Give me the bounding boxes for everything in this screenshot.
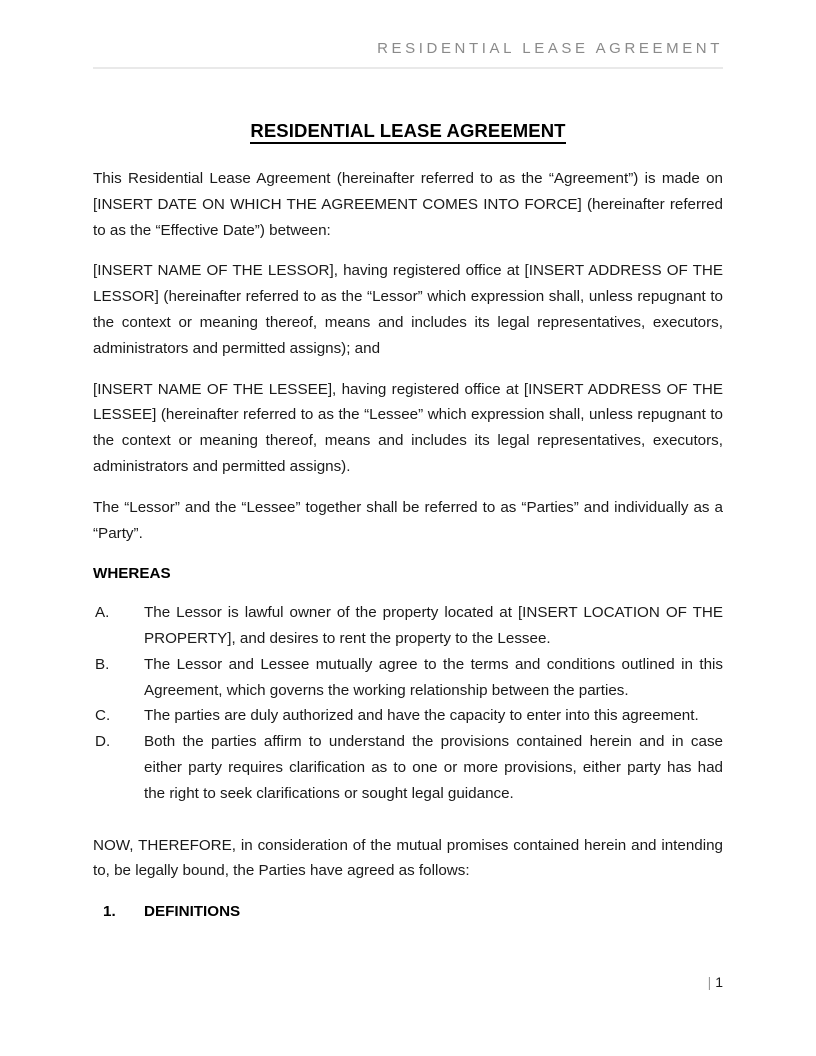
- running-header-title: RESIDENTIAL LEASE AGREEMENT: [377, 40, 723, 57]
- section-heading-definitions: [93, 899, 723, 925]
- section-number: 1.: [103, 903, 116, 921]
- list-item-marker: B.: [95, 655, 110, 673]
- page-title-text: RESIDENTIAL LEASE AGREEMENT: [250, 120, 565, 144]
- list-item: [93, 652, 723, 704]
- recitals-list: [93, 600, 723, 806]
- paragraph-now-therefore: NOW, THEREFORE, in consideration of the mutual promises contained herein and intending to, be legally bound, the Parties have agreed as follows:: [93, 836, 723, 880]
- section-title: DEFINITIONS: [144, 903, 241, 921]
- list-item-text: Both the parties affirm to understand the provisions contained herein and in case either party requires clarification as to one or more provisions, either party has had the right to seek clarifications or sought legal guidance.: [144, 733, 723, 802]
- page-number: 1: [715, 974, 723, 990]
- list-item-marker: C.: [95, 707, 111, 725]
- list-item-marker: D.: [95, 733, 111, 751]
- list-item-text: The Lessor and Lessee mutually agree to the terms and conditions outlined in this Agreement, which governs the working relationship between the parties.: [144, 655, 723, 699]
- whereas-heading: WHEREAS: [93, 565, 171, 583]
- paragraph-lessor: [INSERT NAME OF THE LESSOR], having registered office at [INSERT ADDRESS OF THE LESSOR] (hereinafter referred to as the “Lessor” which expression shall, unless repugnant to the context or meaning thereof, means and includes its legal representatives, executors, administrators and permitted assigns); and: [93, 262, 723, 357]
- running-header: [93, 39, 723, 59]
- paragraph-lessee: [INSERT NAME OF THE LESSEE], having registered office at [INSERT ADDRESS OF THE LESSEE] (hereinafter referred to as the “Lessee” which expression shall, unless repugnant to the context or meaning thereof, means and includes its legal representatives, executors, administrators and permitted assigns).: [93, 380, 723, 475]
- list-item-text: The parties are duly authorized and have the capacity to enter into this agreement.: [144, 707, 699, 725]
- document-body: [93, 118, 723, 925]
- list-item: [93, 729, 723, 806]
- paragraph-preamble: This Residential Lease Agreement (hereinafter referred to as the “Agreement”) is made on [INSERT DATE ON WHICH THE AGREEMENT COMES INTO FORCE] (hereinafter referred to as the “Effective Date”) between:: [93, 170, 723, 239]
- list-item: [93, 703, 723, 729]
- list-item-marker: A.: [95, 604, 110, 622]
- header-divider: [93, 67, 723, 69]
- page-title: [93, 118, 723, 144]
- paragraph-parties: The “Lessor” and the “Lessee” together shall be referred to as “Parties” and individually as a “Party”.: [93, 498, 723, 542]
- list-item: [93, 600, 723, 652]
- list-item-text: The Lessor is lawful owner of the property located at [INSERT LOCATION OF THE PROPERTY], and desires to rent the property to the Lessee.: [144, 604, 723, 647]
- page-footer: [93, 972, 723, 992]
- footer-separator: |: [707, 974, 712, 990]
- spacer: [93, 821, 723, 833]
